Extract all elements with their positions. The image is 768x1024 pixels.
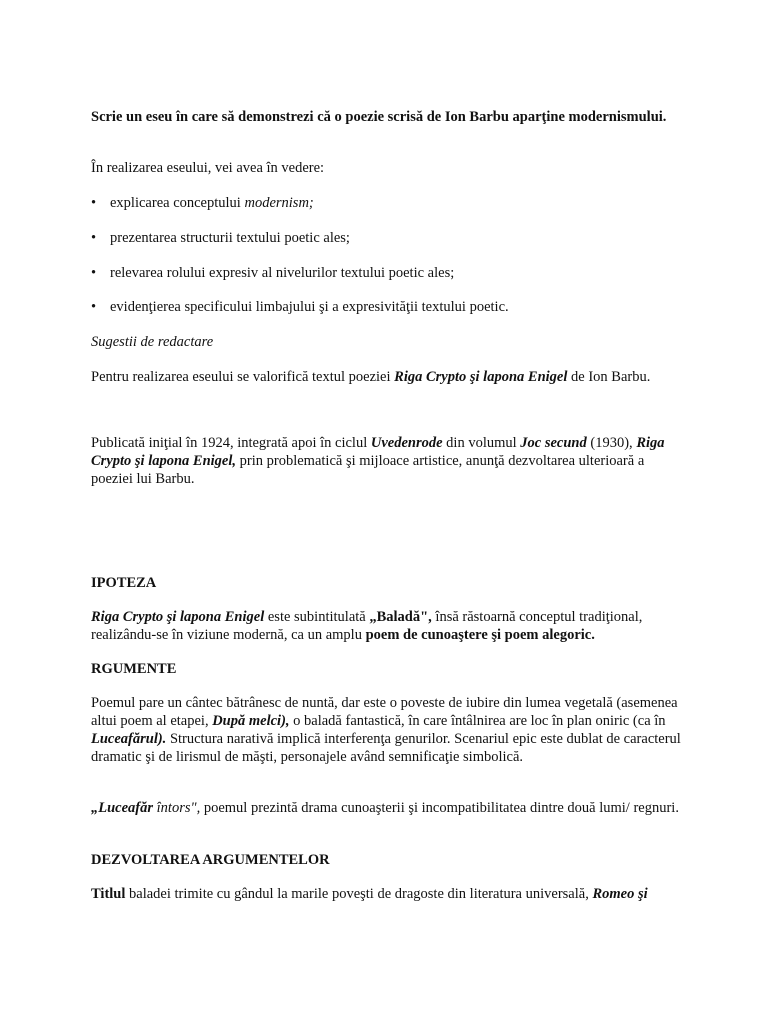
list-item — [91, 298, 691, 316]
poem-title: Riga Crypto şi lapona Enigel, — [91, 435, 665, 469]
section-heading-argumente: RGUMENTE — [91, 661, 177, 677]
bullet-text: relevarea rolului expresiv al nivelurilor textului poetic ales; — [110, 265, 455, 281]
section-heading-dezvoltarea: DEZVOLTAREA ARGUMENTELOR — [91, 852, 330, 868]
text-run: prin problematică şi mijloace artistice, anunţă dezvoltarea ulterioară a poeziei lui Barbu. — [91, 453, 645, 487]
paragraph-publication — [91, 434, 681, 488]
essay-prompt-heading: Scrie un eseu în care să demonstrezi că o poezie scrisă de Ion Barbu aparţine modernismului. — [91, 109, 667, 125]
poem-title: După melci), — [212, 713, 290, 729]
bullet-text: prezentarea structurii textului poetic ales; — [110, 230, 350, 246]
bullet-icon: • — [91, 299, 97, 315]
paragraph-titlul — [91, 885, 691, 903]
text-run: Poemul pare un cântec bătrânesc de nuntă, dar este o poveste de iubire din lumea vegetală (asemenea altui poem al etapei, — [91, 695, 678, 729]
text-run: din volumul — [442, 435, 521, 451]
bullet-text-italic: modernism; — [244, 195, 314, 211]
text-run: baladei trimite cu gândul la marile poveşti de dragoste din literatura universală, — [125, 886, 593, 902]
suggestions-title: Sugestii de redactare — [91, 334, 214, 350]
text-run-bold: Titlul — [91, 886, 126, 902]
text-run: poemul prezintă drama cunoaşterii şi incompatibilitatea dintre două lumi/ regnuri. — [200, 800, 679, 816]
list-item — [91, 229, 691, 247]
intro-line: În realizarea eseului, vei avea în vedere: — [91, 160, 325, 176]
bullet-icon: • — [91, 195, 97, 211]
text-run-bold: poem de cunoaştere şi poem alegoric. — [365, 627, 595, 643]
text-run: Structura narativă implică interferenţa genurilor. Scenariul epic este dublat de caracterul dramatic şi de lirismul de măşti, personajele având semnificaţie simbolică. — [91, 731, 681, 765]
text-run: însă răstoarnă conceptul tradiţional, realizându-se în viziune modernă, ca un amplu — [91, 609, 643, 643]
volume-title: Joc secund — [520, 435, 587, 451]
text-run: Pentru realizarea eseului se valorifică textul poeziei — [91, 369, 395, 385]
list-item — [91, 264, 691, 282]
section-heading-ipoteza: IPOTEZA — [91, 575, 157, 591]
text-run: Publicată iniţial în 1924, integrată apoi în ciclul — [91, 435, 371, 451]
bullet-icon: • — [91, 230, 97, 246]
text-run-bold: „Baladă", — [369, 609, 432, 625]
list-item — [91, 194, 691, 212]
text-run-italic: întors", — [153, 800, 201, 816]
bullet-text — [110, 194, 691, 212]
poem-title: Romeo şi — [592, 886, 648, 902]
text-run: (1930), — [586, 435, 637, 451]
poem-title: Riga Crypto şi lapona Enigel — [91, 609, 265, 625]
paragraph-ipoteza — [91, 608, 681, 644]
paragraph-intro-poem — [91, 368, 681, 386]
paragraph-argumente — [91, 694, 681, 766]
text-run-bold-italic: „Luceafăr — [91, 800, 154, 816]
poem-title: Luceafărul). — [91, 731, 167, 747]
text-run: de Ion Barbu. — [567, 369, 651, 385]
cycle-title: Uvedenrode — [370, 435, 443, 451]
bullet-text-plain: explicarea conceptului — [110, 195, 245, 211]
poem-title: Riga Crypto şi lapona Enigel — [394, 369, 568, 385]
bullet-icon: • — [91, 265, 97, 281]
bullet-text: evidenţierea specificului limbajului şi a expresivităţii textului poetic. — [110, 299, 509, 315]
text-run: este subintitulată — [264, 609, 370, 625]
paragraph-luceafar — [91, 799, 681, 817]
text-run: o baladă fantastică, în care întâlnirea are loc în plan oniric (ca în — [289, 713, 666, 729]
